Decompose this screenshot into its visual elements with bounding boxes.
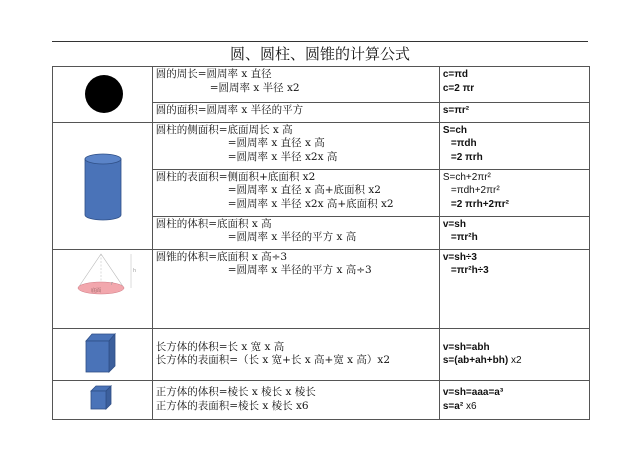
cube-figure-cell <box>53 380 153 420</box>
formula-line: =πr²h <box>450 232 478 243</box>
formula-line <box>443 400 586 414</box>
table-row-cone-volume <box>53 249 590 329</box>
table-row-circle-perimeter <box>53 67 590 103</box>
circle-figure <box>53 67 151 117</box>
cuboid-formula <box>439 329 589 381</box>
text-line: 长方体的体积=长 x 宽 x 高 <box>155 340 285 353</box>
formula-line: =2 πrh <box>450 151 483 163</box>
cuboid-figure-cell <box>53 329 153 381</box>
formula-line: S=ch+2πr² <box>442 171 491 183</box>
text-line: 正方体的表面积=棱长 x 棱长 x6 <box>155 399 309 412</box>
table-row-cube <box>53 380 590 420</box>
formula-line: v=sh÷3 <box>442 251 477 263</box>
text-line: =圆周率 x 半径的平方 x 高÷3 <box>227 264 372 276</box>
circle-figure-cell <box>53 67 153 123</box>
formula-line: c=πd <box>442 69 469 80</box>
cone-base-label: 底面 <box>91 287 102 294</box>
formula-part: x2 <box>510 355 522 367</box>
circle-perimeter-formula <box>439 67 589 103</box>
formula-line: =πr²h÷3 <box>450 265 489 276</box>
circle-area-text <box>152 103 439 122</box>
text-line: 圆锥的体积=底面积 x 高÷3 <box>155 250 288 263</box>
page-title: 圆、圆柱、圆锥的计算公式 <box>229 45 410 63</box>
cylinder-figure <box>53 123 151 243</box>
text-line: =圆周率 x 半径的平方 x 高 <box>227 231 357 243</box>
text-line: =圆周率 x 半径 x2 <box>209 81 300 94</box>
text-line: =圆周率 x 半径 x2x 高 <box>227 150 338 163</box>
text-line: 圆柱的侧面积=底面周长 x 高 <box>155 123 293 136</box>
formula-part: s=(ab+ah+bh) <box>442 355 509 367</box>
cube-figure <box>53 381 151 415</box>
formula-line: v=sh=aaa=a³ <box>442 387 504 399</box>
formula-line: v=sh=abh <box>442 341 490 353</box>
cylinder-volume-text <box>152 216 439 249</box>
table-row-cylinder-side <box>53 122 590 169</box>
text-line: 圆的面积=圆周率 x 半径的平方 <box>155 104 304 117</box>
formula-line: =2 πrh+2πr² <box>450 198 509 210</box>
text-line: =圆周率 x 直径 x 高 <box>227 137 325 149</box>
title-rule <box>52 41 588 42</box>
text-line: =圆周率 x 直径 x 高+底面积 x2 <box>227 184 381 196</box>
cylinder-side-text <box>152 122 439 169</box>
cylinder-figure-cell <box>53 122 153 249</box>
cuboid-text <box>152 329 439 381</box>
cone-volume-formula <box>439 249 589 329</box>
cylinder-volume-formula <box>439 216 589 249</box>
circle-area-formula <box>439 103 589 122</box>
formula-line: s=πr² <box>442 105 470 117</box>
circle-perimeter-text <box>152 67 439 103</box>
cube-text <box>152 380 439 420</box>
text-line: 圆柱的表面积=侧面积+底面积 x2 <box>155 170 316 183</box>
cone-figure-cell <box>53 249 153 329</box>
table-row-cuboid <box>53 329 590 381</box>
text-line: =圆周率 x 半径 x2x 高+底面积 x2 <box>227 197 394 210</box>
formula-line: v=sh <box>442 218 466 230</box>
formula-line <box>443 354 586 368</box>
formula-part: s=a² <box>442 400 464 412</box>
formula-table <box>52 66 590 420</box>
cube-formula <box>439 380 589 420</box>
text-line: 正方体的体积=棱长 x 棱长 x 棱长 <box>155 386 316 399</box>
text-line: 圆柱的体积=底面积 x 高 <box>155 217 272 230</box>
formula-line: S=ch <box>442 124 468 136</box>
formula-line: c=2 πr <box>442 82 475 94</box>
cone-figure <box>53 250 151 324</box>
cone-radius-label: r <box>111 280 114 287</box>
cylinder-surface-formula <box>439 169 589 216</box>
cuboid-figure <box>53 329 151 375</box>
formula-part: x6 <box>465 400 477 412</box>
cone-volume-text <box>152 249 439 329</box>
formula-line: =πdh+2πr² <box>450 185 500 196</box>
cylinder-side-formula <box>439 122 589 169</box>
text-line: 长方体的表面积=（长 x 宽+长 x 高+宽 x 高）x2 <box>155 354 391 367</box>
formula-line: =πdh <box>450 138 477 149</box>
cone-height-label: h <box>133 267 137 274</box>
text-line: 圆的周长=圆周率 x 直径 <box>155 68 272 80</box>
cylinder-surface-text <box>152 169 439 216</box>
